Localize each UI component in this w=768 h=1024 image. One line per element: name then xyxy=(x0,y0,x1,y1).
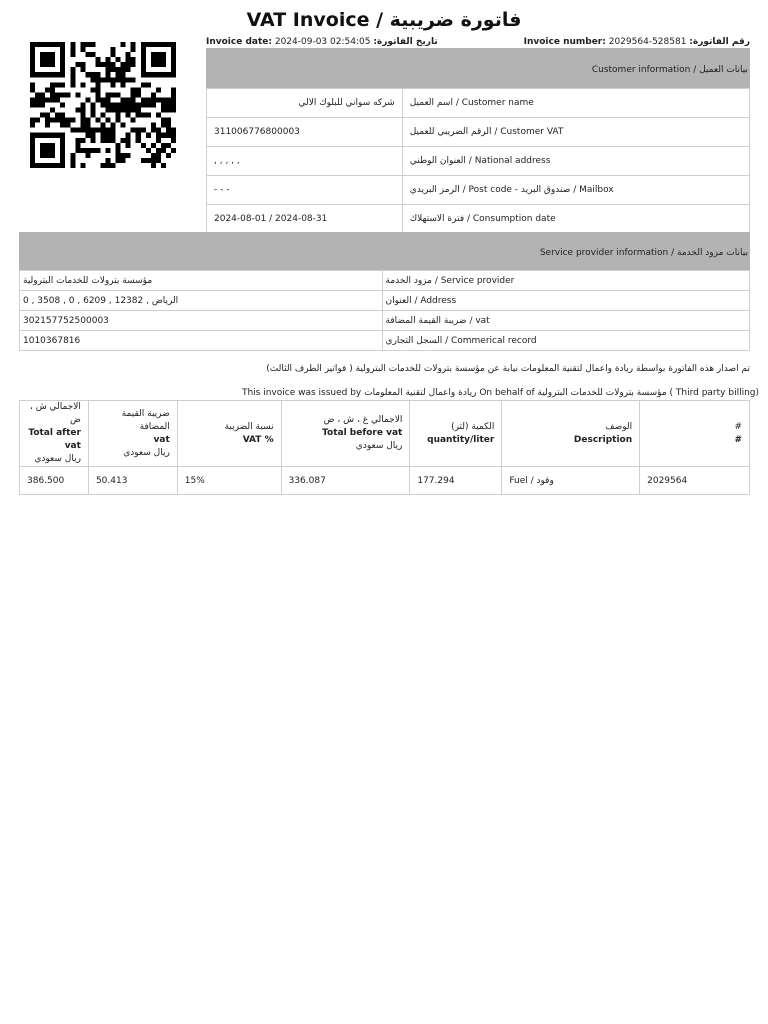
customer-row xyxy=(207,118,750,147)
qr-code-icon xyxy=(30,42,176,168)
invoice-number: Invoice number: 2029564-528581 رقم الفاتورة: xyxy=(523,37,750,47)
cell-number: 2029564 xyxy=(640,467,750,495)
items-table xyxy=(19,400,750,495)
customer-row xyxy=(207,205,750,234)
customer-table xyxy=(206,88,750,234)
customer-value: شركه سواني للبلوك الالي xyxy=(207,89,403,118)
provider-section-title: بيانات مزود الخدمة / Service provider information xyxy=(539,248,748,258)
cell-total-after-vat: 386.500 xyxy=(20,467,89,495)
customer-section-title: بيانات العميل / Customer information xyxy=(591,65,748,75)
cell-total-before-vat: 336.087 xyxy=(281,467,410,495)
provider-label: ضريبة القيمة المضافة / vat xyxy=(382,311,749,331)
third-party-note-english: This invoice was issued by ريادة واعمال لتقنية المعلومات On behalf of مؤسسة بترولات للخدمات البترولية ( Third party billing) xyxy=(241,388,759,398)
table-row xyxy=(20,467,750,495)
provider-row xyxy=(20,271,750,291)
customer-row xyxy=(207,176,750,205)
customer-row xyxy=(207,89,750,118)
provider-value: 302157752500003 xyxy=(20,311,383,331)
header-description: الوصف Description xyxy=(502,401,640,467)
provider-label: العنوان / Address xyxy=(382,291,749,311)
third-party-note-arabic: تم اصدار هذه الفاتورة بواسطة ريادة واعمال لتقنية المعلومات نيابة عن مؤسسة بترولات للخدمات البترولية ( فواتير الطرف الثالث) xyxy=(266,364,750,374)
provider-row xyxy=(20,331,750,351)
customer-label: الرقم الضريبي للعميل / Customer VAT xyxy=(402,118,749,147)
cell-quantity: 177.294 xyxy=(410,467,502,495)
page-title: فاتورة ضريبية / VAT Invoice xyxy=(246,9,522,31)
customer-row xyxy=(207,147,750,176)
provider-row xyxy=(20,291,750,311)
invoice-date: Invoice date: 2024-09-03 02:54:05 تاريخ الفاتورة: xyxy=(206,37,438,47)
items-header-row xyxy=(20,401,750,467)
customer-value: 311006776800003 xyxy=(207,118,403,147)
customer-label: الرمز البريدي / Post code - صندوق البريد / Mailbox xyxy=(402,176,749,205)
header-quantity: الكمية (لتر) quantity/liter xyxy=(410,401,502,467)
header-vat-percent: نسبة الضريبة VAT % xyxy=(177,401,281,467)
provider-table xyxy=(19,270,750,351)
customer-label: اسم العميل / Customer name xyxy=(402,89,749,118)
customer-value: - - - xyxy=(207,176,403,205)
customer-section-header xyxy=(206,48,750,88)
provider-value: مؤسسة بترولات للخدمات البترولية xyxy=(20,271,383,291)
customer-value: , , , , , xyxy=(207,147,403,176)
cell-vat-percent: 15% xyxy=(177,467,281,495)
provider-label: مزود الخدمة / Service provider xyxy=(382,271,749,291)
cell-vat-amount: 50.413 xyxy=(88,467,177,495)
customer-value: 2024-08-01 / 2024-08-31 xyxy=(207,205,403,234)
customer-label: فترة الاستهلاك / Consumption date xyxy=(402,205,749,234)
customer-label: العنوان الوطني / National address xyxy=(402,147,749,176)
header-vat-amount: ضريبة القيمة المضافة vat ريال سعودي xyxy=(88,401,177,467)
provider-row xyxy=(20,311,750,331)
cell-description: Fuel / وقود xyxy=(502,467,640,495)
provider-section-header xyxy=(19,232,750,270)
header-number: # # xyxy=(640,401,750,467)
header-total-before-vat: الاجمالي غ ، ش ، ض Total before vat ريال سعودي xyxy=(281,401,410,467)
header-total-after-vat: الاجمالي ش ، ض Total after vat ريال سعودي xyxy=(20,401,89,467)
provider-value: 1010367816 xyxy=(20,331,383,351)
provider-label: السجل التجاري / Commerical record xyxy=(382,331,749,351)
provider-value: 0 , 3508 , 0 , 6209 , الرياض , 12382 xyxy=(20,291,383,311)
